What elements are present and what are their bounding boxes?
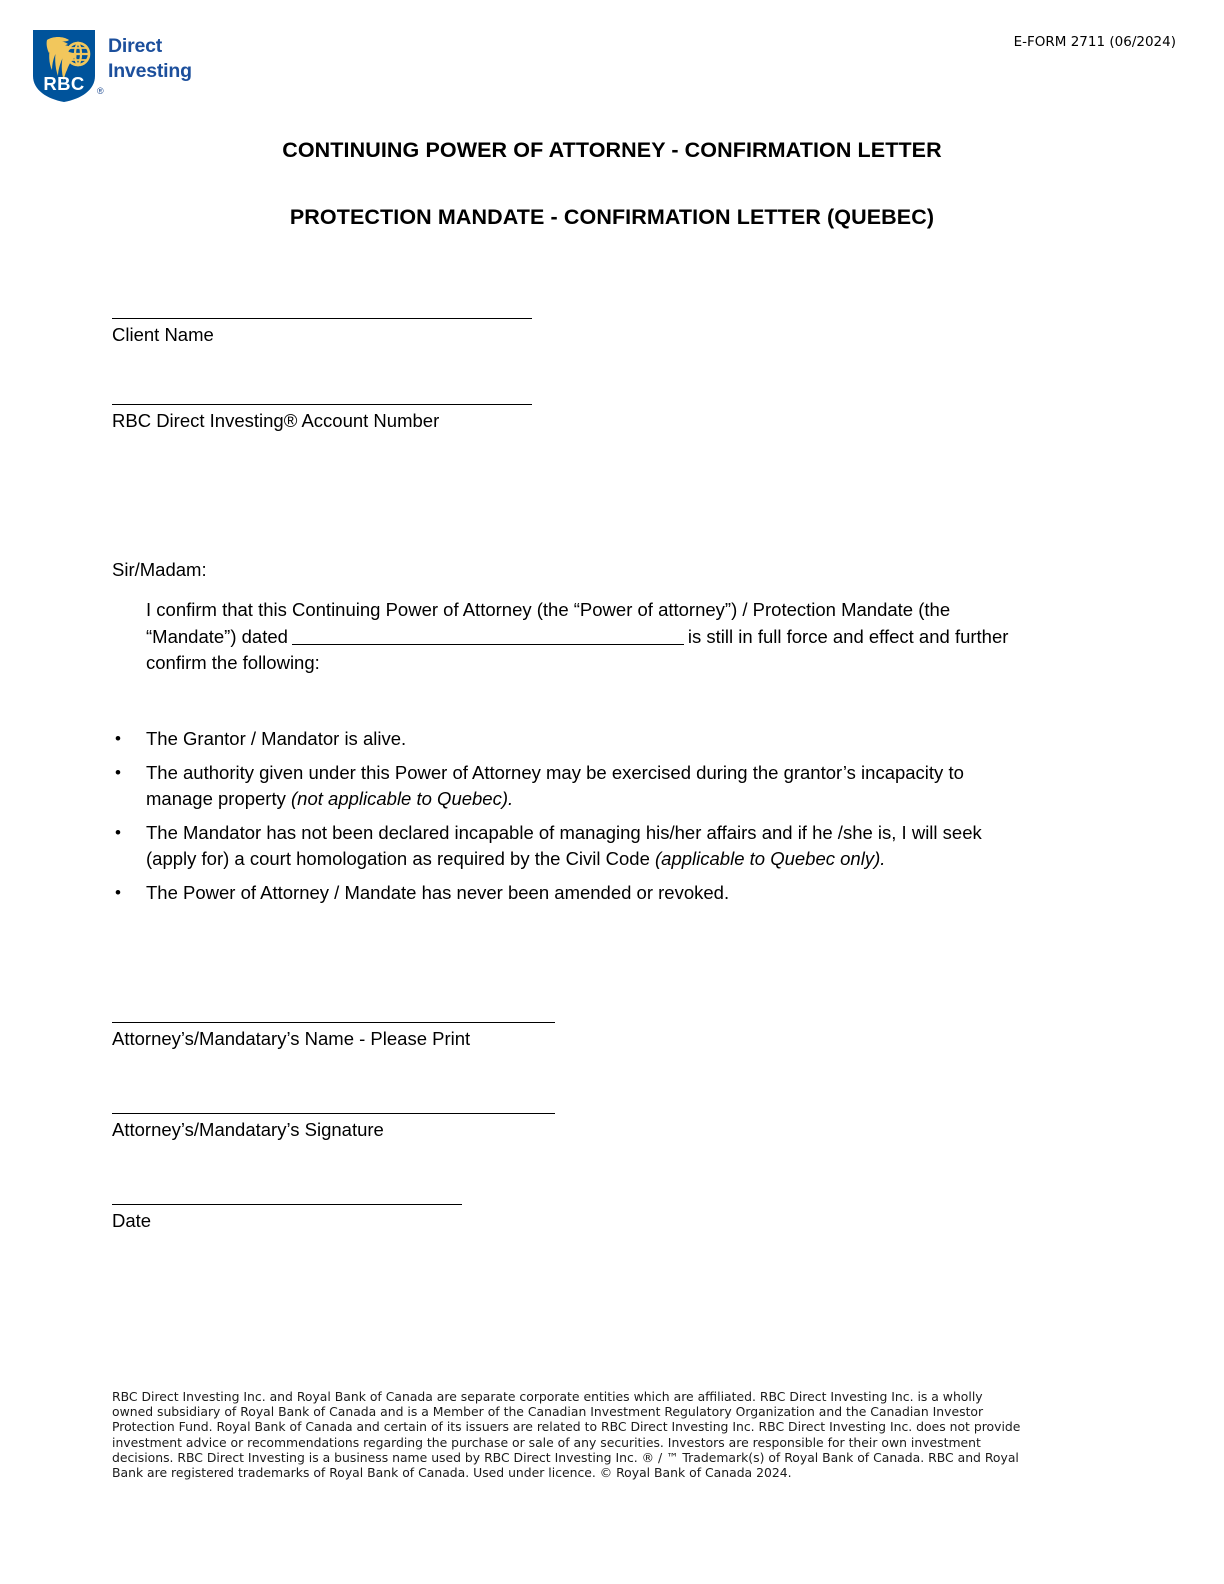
list-item-main: The Grantor / Mandator is alive. [146, 728, 407, 749]
page-title: CONTINUING POWER OF ATTORNEY - CONFIRMATION LETTER [282, 138, 942, 162]
list-item-main: The authority given under this Power of Attorney may be exercised during the grantor’s incapacity to manage property [146, 761, 964, 809]
logo-wordmark-line2: Investing [108, 60, 192, 82]
registered-trademark-mark: ® [97, 86, 104, 96]
page-subtitle: PROTECTION MANDATE - CONFIRMATION LETTER (QUEBEC) [289, 205, 935, 229]
salutation: Sir/Madam: [112, 559, 207, 580]
logo-wordmark-line1: Direct [108, 35, 163, 57]
confirmation-bullet-list [110, 726, 1030, 913]
bullet-marker-icon: • [115, 729, 121, 748]
date-field[interactable] [112, 1204, 462, 1233]
attorney-name-field[interactable] [112, 1022, 555, 1051]
date-label: Date [112, 1210, 152, 1231]
client-name-field[interactable] [112, 318, 532, 347]
attorney-signature-label: Attorney’s/Mandatary’s Signature [112, 1119, 384, 1140]
svg-text:RBC: RBC [43, 73, 85, 94]
attorney-signature-field[interactable] [112, 1113, 555, 1142]
list-item-text [146, 726, 1030, 753]
list-item [110, 726, 1030, 753]
list-item [110, 760, 1030, 813]
list-item [110, 880, 1030, 907]
list-item-italic: (not applicable to Quebec). [291, 788, 514, 809]
document-titles [0, 138, 1224, 230]
account-number-field[interactable] [112, 404, 532, 433]
bullet-marker-icon: • [115, 762, 121, 782]
paragraph-text-before-blank: I confirm that this Continuing Power of Attorney (the “Power of attorney”) / Protection Mandate (the “Mandate”) dated [146, 599, 951, 647]
mandate-date-blank[interactable] [292, 627, 684, 645]
rbc-direct-investing-logo [33, 30, 192, 102]
legal-disclaimer: RBC Direct Investing Inc. and Royal Bank of Canada are separate corporate entities which are affiliated. RBC Direct Investing Inc. is a wholly owned subsidiary of Royal Bank of Canada and is a Member of the Canadian Investment Regulatory Organization and the Canadian Investor Protection Fund. Royal Bank of Canada and certain of its issuers are related to RBC Direct Investing Inc. RBC Direct Investing Inc. does not provide investment advice or recommendations regarding the purchase or sale of any securities. Investors are responsible for their own investment decisions. RBC Direct Investing is a business name used by RBC Direct Investing Inc. ® / ™ Trademark(s) of Royal Bank of Canada. RBC and Royal Bank are registered trademarks of Royal Bank of Canada. Used under licence. © Royal Bank of Canada 2024. [112, 1389, 1021, 1481]
list-item-main: The Power of Attorney / Mandate has never been amended or revoked. [146, 881, 730, 903]
attorney-name-label: Attorney’s/Mandatary’s Name - Please Print [112, 1028, 471, 1049]
list-item-text [146, 880, 1030, 907]
eform-number: E-FORM 2711 (06/2024) [1013, 34, 1176, 50]
list-item-text [146, 760, 1030, 813]
list-item [110, 820, 1030, 873]
confirmation-paragraph [146, 597, 1026, 677]
bullet-marker-icon: • [115, 822, 121, 842]
logo-wordmark [108, 34, 192, 84]
rbc-shield-icon [33, 30, 104, 102]
document-header [0, 0, 1224, 110]
list-item-main: The Mandator has not been declared incapable of managing his/her affairs and if he /she is, I will seek (apply for) a court homologation as required by the Civil Code [146, 821, 982, 869]
bullet-marker-icon: • [115, 882, 121, 902]
list-item-italic: (applicable to Quebec only). [655, 848, 886, 869]
client-name-label: Client Name [112, 324, 214, 345]
account-number-label: RBC Direct Investing® Account Number [112, 410, 440, 431]
paragraph-text-after-blank: is still in full force and effect and further confirm the following: [146, 625, 1009, 673]
list-item-text [146, 820, 1030, 873]
